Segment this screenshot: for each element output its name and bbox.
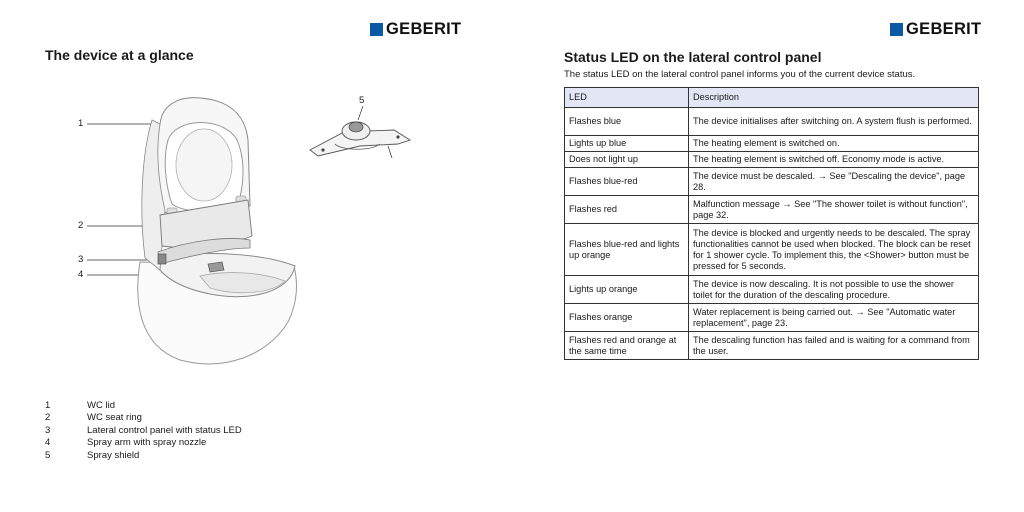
right-page	[512, 0, 1024, 512]
led-state-cell: Lights up orange	[565, 276, 689, 304]
status-led-table	[564, 87, 979, 360]
table-row	[565, 108, 979, 136]
callout-3: 3	[78, 254, 84, 265]
led-state-cell: Flashes blue	[565, 108, 689, 136]
legend-item: 3 Lateral control panel with status LED	[45, 424, 242, 436]
column-header-led: LED	[565, 88, 689, 108]
callout-4: 4	[78, 269, 84, 280]
table-row	[565, 136, 979, 152]
led-state-cell: Lights up blue	[565, 136, 689, 152]
logo-square-icon	[890, 23, 903, 36]
table-header-row	[565, 88, 979, 108]
description-cell: Malfunction message → See "The shower toilet is without function", page 32.	[689, 196, 979, 224]
legend-item: 5 Spray shield	[45, 449, 140, 461]
table-row	[565, 152, 979, 168]
table-row	[565, 304, 979, 332]
description-cell: The descaling function has failed and is waiting for a command from the user.	[689, 332, 979, 360]
parts-legend	[45, 400, 242, 462]
led-state-cell: Flashes blue-red	[565, 168, 689, 196]
callout-5: 5	[359, 95, 365, 106]
legend-item: 2 WC seat ring	[45, 412, 142, 424]
toilet-illustration	[0, 0, 512, 400]
led-state-cell: Flashes blue-red and lights up orange	[565, 224, 689, 276]
description-cell: The heating element is switched off. Economy mode is active.	[689, 152, 979, 168]
spray-shield-illustration	[310, 122, 410, 158]
led-state-cell: Flashes red	[565, 196, 689, 224]
table-row	[565, 224, 979, 276]
led-state-cell: Flashes red and orange at the same time	[565, 332, 689, 360]
geberit-logo: GEBERIT	[370, 20, 461, 39]
column-header-description: Description	[689, 88, 979, 108]
description-cell: The device initialises after switching on. A system flush is performed.	[689, 108, 979, 136]
table-row	[565, 196, 979, 224]
legend-item: 1 WC lid	[45, 400, 115, 411]
description-cell: The device must be descaled. → See "Descaling the device", page 28.	[689, 168, 979, 196]
table-row	[565, 168, 979, 196]
description-cell: Water replacement is being carried out. → See "Automatic water replacement", page 23.	[689, 304, 979, 332]
callout-1: 1	[78, 118, 84, 129]
description-cell: The heating element is switched on.	[689, 136, 979, 152]
legend-item: 4 Spray arm with spray nozzle	[45, 437, 207, 449]
description-cell: The device is now descaling. It is not possible to use the shower toilet for the duration of the descaling procedure.	[689, 276, 979, 304]
description-cell: The device is blocked and urgently needs to be descaled. The spray functionalities cannot be used when blocked. The block can be reset for 1 shower cycle. To implement this, the <Shower> button must be pressed for 5 seconds.	[689, 224, 979, 276]
led-state-cell: Flashes orange	[565, 304, 689, 332]
geberit-logo: GEBERIT	[890, 20, 981, 39]
callout-2: 2	[78, 220, 84, 231]
page-title: The device at a glance	[45, 47, 194, 63]
intro-text: The status LED on the lateral control panel informs you of the current device status.	[564, 69, 916, 80]
led-state-cell: Does not light up	[565, 152, 689, 168]
section-title: Status LED on the lateral control panel	[564, 49, 822, 65]
table-row	[565, 276, 979, 304]
table-row	[565, 332, 979, 360]
